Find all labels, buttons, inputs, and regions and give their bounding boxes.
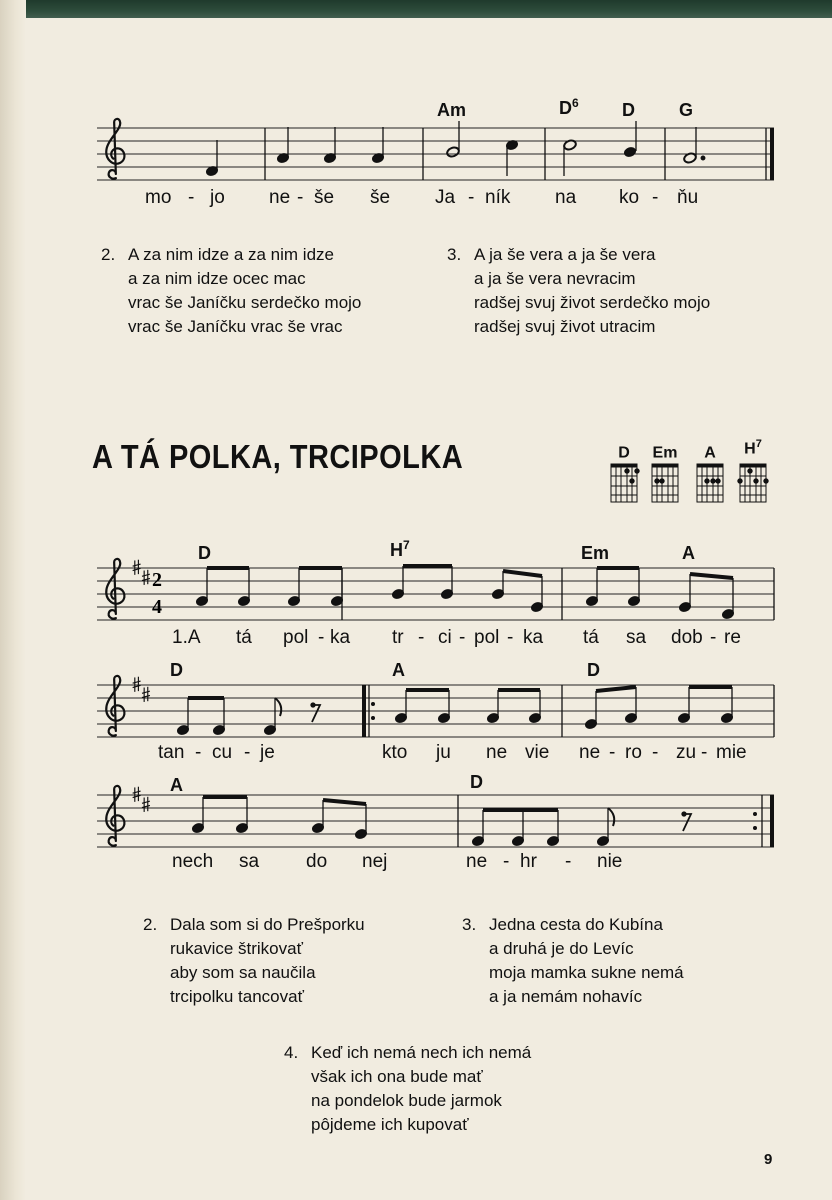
lyric-syllable: -	[609, 742, 616, 763]
lyric-syllable: ju	[436, 742, 451, 763]
verse-number: 3.	[462, 915, 477, 934]
staff-3	[97, 676, 774, 737]
lyric-syllable: nech	[172, 851, 214, 872]
verse-line: na pondelok bude jarmok	[311, 1091, 502, 1110]
chord-d: D	[170, 660, 183, 680]
lyric-syllable: hr	[520, 851, 537, 872]
lyric-syllable: -	[652, 187, 659, 208]
lyric-syllable: vie	[525, 742, 550, 763]
chord-h7: $H^7$	[390, 538, 410, 560]
lyric-syllable: ne	[579, 742, 601, 763]
lyric-syllable: cu	[212, 742, 233, 763]
chord-diagram-d	[611, 464, 639, 502]
staff-1	[97, 119, 774, 180]
lyric-syllable: tá	[236, 627, 252, 648]
lyric-syllable: -	[507, 627, 514, 648]
lyric-syllable: je	[260, 742, 275, 763]
lyric-syllable: -	[418, 627, 425, 648]
verse-number: 2.	[143, 915, 158, 934]
verse-line: vrac še Janíčku vrac še vrac	[128, 317, 343, 336]
lyric-syllable: ci	[438, 627, 452, 648]
chord-box-d: D	[618, 444, 630, 462]
song2-verse-3	[462, 913, 684, 1009]
chord-a: A	[682, 543, 695, 563]
lyric-syllable: sa	[239, 851, 260, 872]
lyric-syllable: še	[370, 187, 391, 208]
lyric-syllable: do	[306, 851, 328, 872]
verse-line: moja mamka sukne nemá	[489, 963, 684, 982]
lyric-syllable: 1.A	[172, 627, 201, 648]
lyric-syllable: -	[701, 742, 708, 763]
song1-verse-2	[101, 243, 361, 339]
verse-line: A ja še vera a ja še vera	[474, 245, 656, 264]
lyric-syllable: ka	[330, 627, 351, 648]
chord-d: D	[470, 772, 483, 792]
verse-line: rukavice štrikovať	[170, 939, 303, 958]
verse-line: a ja še vera nevracim	[474, 269, 636, 288]
lyric-syllable: pol	[474, 627, 500, 648]
verse-line: a ja nemám nohavíc	[489, 987, 643, 1006]
verse-line: A za nim idze a za nim idze	[128, 245, 334, 264]
lyric-syllable: ne	[466, 851, 488, 872]
lyric-syllable: Ja	[435, 187, 456, 208]
chord-diagram-em	[652, 464, 678, 502]
staff-1-notes	[205, 121, 704, 177]
lyric-syllable: -	[468, 187, 475, 208]
lyric-syllable: pol	[283, 627, 309, 648]
chord-box-h7: $H^7$	[744, 438, 762, 458]
lyric-syllable: mo	[145, 187, 172, 208]
song2-verse-4	[284, 1041, 531, 1137]
verse-line: vrac še Janíčku serdečko mojo	[128, 293, 362, 312]
chord-box-em: Em	[652, 444, 678, 462]
lyric-syllable: nej	[362, 851, 388, 872]
lyric-syllable: -	[459, 627, 466, 648]
lyric-syllable: sa	[626, 627, 647, 648]
lyric-syllable: -	[195, 742, 202, 763]
staff-4-notes	[191, 797, 691, 847]
verse-line: Keď ich nemá nech ich nemá	[311, 1043, 532, 1062]
verse-line: však ich ona bude mať	[311, 1067, 483, 1086]
lyric-syllable: -	[565, 851, 572, 872]
song1-verse-3	[447, 243, 710, 339]
song-title: A TÁ POLKA, TRCIPOLKA	[92, 438, 464, 475]
page-number: 9	[764, 1151, 773, 1168]
lyric-syllable: -	[503, 851, 510, 872]
lyric-syllable: re	[724, 627, 741, 648]
chord-diagram-h7	[738, 464, 768, 502]
lyric-syllable: ro	[625, 742, 642, 763]
chord-em: Em	[581, 543, 610, 563]
chord-am: Am	[437, 100, 467, 120]
lyric-syllable: tr	[392, 627, 404, 648]
lyric-syllable: jo	[210, 187, 225, 208]
time-signature-top: 2	[152, 569, 162, 591]
chord-d6: $D^6$	[559, 96, 579, 118]
staff-2-notes	[195, 566, 734, 620]
chord-d: D	[198, 543, 211, 563]
chord-d: D	[587, 660, 600, 680]
verse-number: 2.	[101, 245, 116, 264]
verse-line: Dala som si do Prešporku	[170, 915, 365, 934]
lyric-syllable: -	[652, 742, 659, 763]
lyric-syllable: ko	[619, 187, 640, 208]
lyric-syllable: kto	[382, 742, 408, 763]
lyric-syllable: mie	[716, 742, 747, 763]
lyric-syllable: -	[188, 187, 195, 208]
lyric-syllable: dob	[671, 627, 703, 648]
lyric-syllable: -	[244, 742, 251, 763]
lyric-syllable: ne	[486, 742, 508, 763]
verse-number: 3.	[447, 245, 462, 264]
chord-d: D	[622, 100, 635, 120]
verse-line: pôjdeme ich kupovať	[311, 1115, 469, 1134]
lyric-syllable: na	[555, 187, 577, 208]
lyric-syllable: ník	[485, 187, 511, 208]
lyric-syllable: še	[314, 187, 335, 208]
chord-diagrams	[611, 464, 768, 502]
verse-line: trcipolku tancovať	[170, 987, 304, 1006]
verse-line: aby som sa naučila	[170, 963, 316, 982]
song2-verse-2	[143, 913, 365, 1009]
lyric-syllable: ne	[269, 187, 291, 208]
chord-box-a: A	[704, 444, 716, 462]
lyric-syllable: zu	[676, 742, 697, 763]
chord-g: G	[679, 100, 694, 120]
verse-line: radšej svuj život serdečko mojo	[474, 293, 711, 312]
chord-a: A	[392, 660, 405, 680]
verse-line: Jedna cesta do Kubína	[489, 915, 663, 934]
lyric-syllable: nie	[597, 851, 623, 872]
verse-line: a druhá je do Levíc	[489, 939, 634, 958]
staff-4	[97, 786, 774, 847]
lyric-syllable: -	[318, 627, 325, 648]
lyric-syllable: -	[710, 627, 717, 648]
chord-a: A	[170, 775, 183, 795]
lyric-syllable: tan	[158, 742, 185, 763]
verse-number: 4.	[284, 1043, 299, 1062]
lyric-syllable: -	[297, 187, 304, 208]
lyric-syllable: ňu	[677, 187, 699, 208]
chord-diagram-a	[697, 464, 723, 502]
lyric-syllable: ka	[523, 627, 544, 648]
verse-line: radšej svuj život utracim	[474, 317, 656, 336]
verse-line: a za nim idze ocec mac	[128, 269, 306, 288]
time-signature-bottom: 4	[152, 596, 162, 618]
lyric-syllable: tá	[583, 627, 599, 648]
staff-2	[97, 559, 774, 620]
